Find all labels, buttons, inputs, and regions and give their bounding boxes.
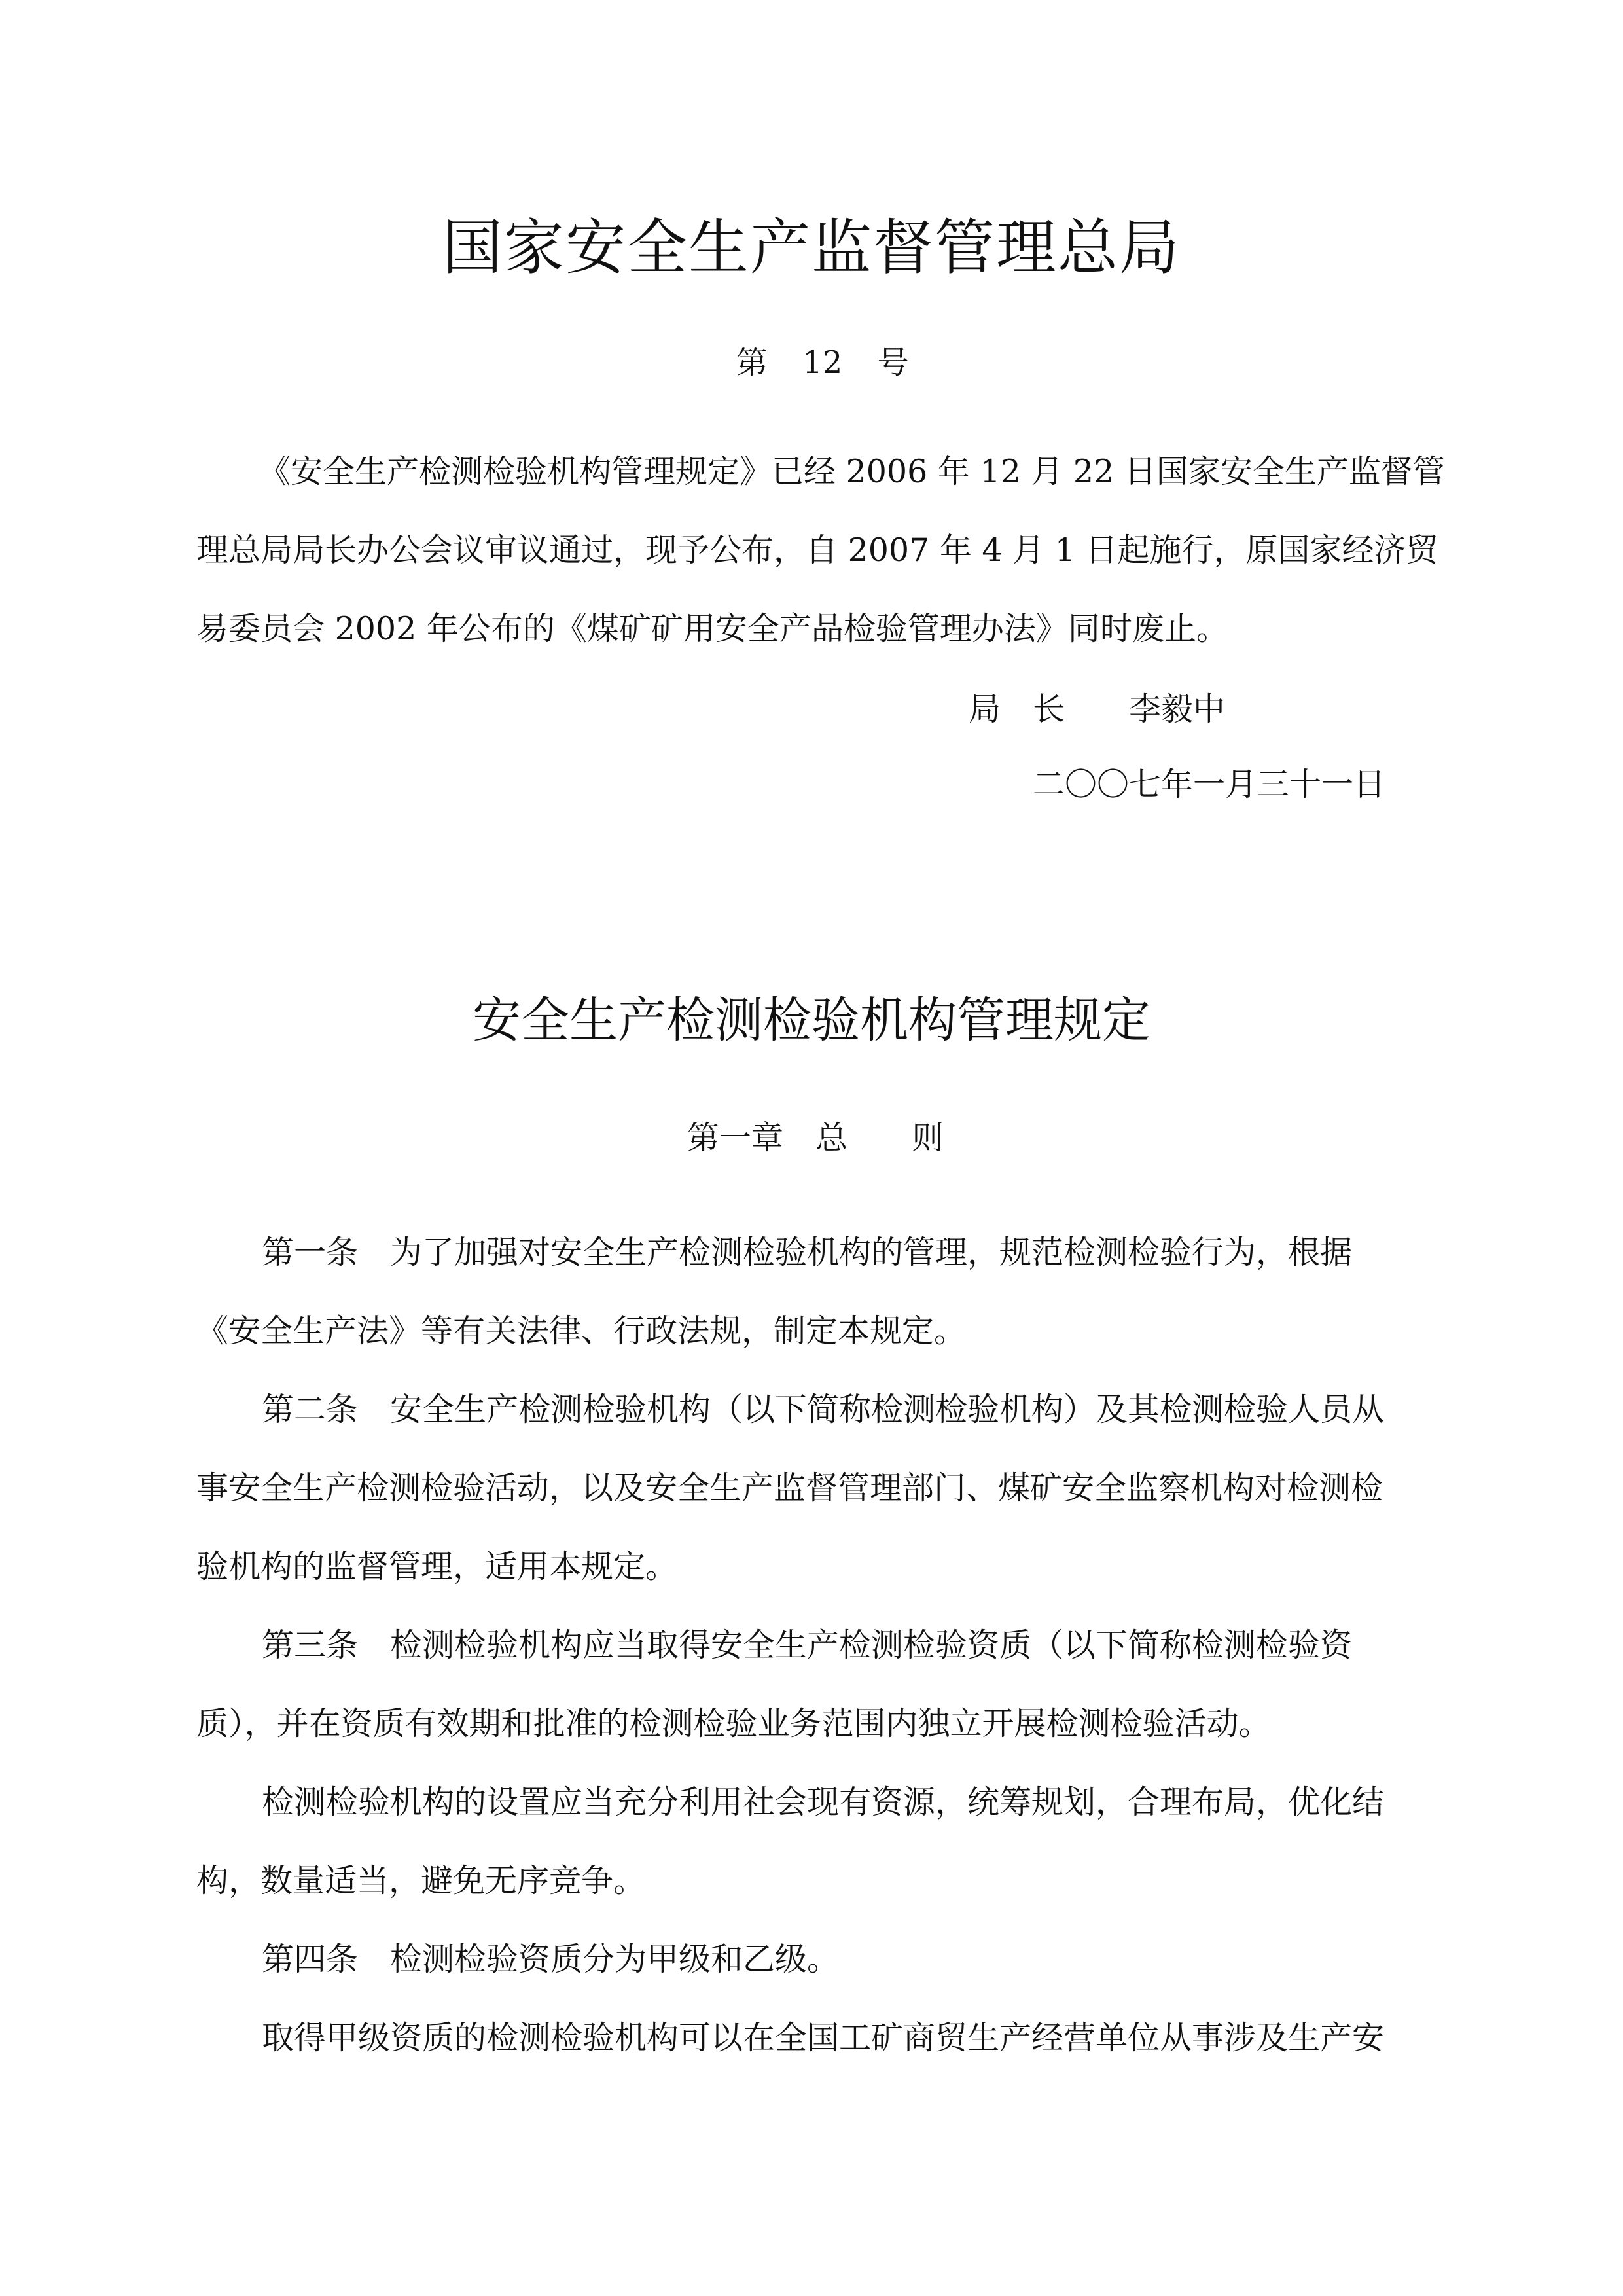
paragraph-line: 检测检验机构的设置应当充分利用社会现有资源，统筹规划，合理布局，优化结 — [262, 1784, 1385, 1821]
article-2-line-1 — [262, 1384, 1384, 1430]
decree-line-1: 《安全生产检测检验机构管理规定》已经 2006 年 12 月 22 日国家安全生产监督管 — [259, 453, 1445, 490]
article-2-line-2: 事安全生产检测检验活动，以及安全生产监督管理部门、煤矿安全监察机构对检测检 — [196, 1469, 1383, 1507]
issue-date: 二〇〇七年一月三十一日 — [1033, 766, 1386, 803]
article-text: 检测检验资质分为甲级和乙级。 — [390, 1941, 840, 1978]
agency-title: 国家安全生产监督管理总局 — [442, 213, 1181, 283]
decree-line-2: 理总局局长办公会议审议通过，现予公布，自 2007 年 4 月 1 日起施行，原国家经济贸 — [196, 531, 1438, 569]
article-3-line-1 — [262, 1620, 1352, 1666]
article-3-line-2: 质），并在资质有效期和批准的检测检验业务范围内独立开展检测检验活动。 — [196, 1705, 1271, 1742]
order-number: 第 12 号 — [736, 344, 909, 381]
paragraph-line: 取得甲级资质的检测检验机构可以在全国工矿商贸生产经营单位从事涉及生产安 — [262, 2019, 1385, 2056]
article-label: 第二条 — [262, 1391, 359, 1428]
article-1-line-1 — [262, 1227, 1352, 1273]
article-1-line-2: 《安全生产法》等有关法律、行政法规，制定本规定。 — [196, 1312, 967, 1350]
article-label: 第三条 — [262, 1626, 359, 1664]
article-4-line-1 — [262, 1934, 839, 1980]
article-text: 安全生产检测检验机构（以下简称检测检验机构）及其检测检验人员从 — [390, 1391, 1385, 1428]
paragraph-line: 构，数量适当，避免无序竞争。 — [196, 1862, 646, 1899]
article-label: 第一条 — [262, 1234, 359, 1271]
article-text: 检测检验机构应当取得安全生产检测检验资质（以下简称检测检验资 — [390, 1626, 1353, 1664]
article-label: 第四条 — [262, 1941, 359, 1978]
chapter-heading: 第一章 总 则 — [687, 1119, 944, 1157]
article-text: 为了加强对安全生产检测检验机构的管理，规范检测检验行为，根据 — [390, 1234, 1353, 1271]
article-2-line-3: 验机构的监督管理，适用本规定。 — [196, 1548, 678, 1585]
decree-line-3: 易委员会 2002 年公布的《煤矿矿用安全产品检验管理办法》同时废止。 — [196, 610, 1228, 647]
signature: 局 长 李毅中 — [969, 691, 1226, 728]
regulation-title: 安全生产检测检验机构管理规定 — [473, 992, 1150, 1049]
